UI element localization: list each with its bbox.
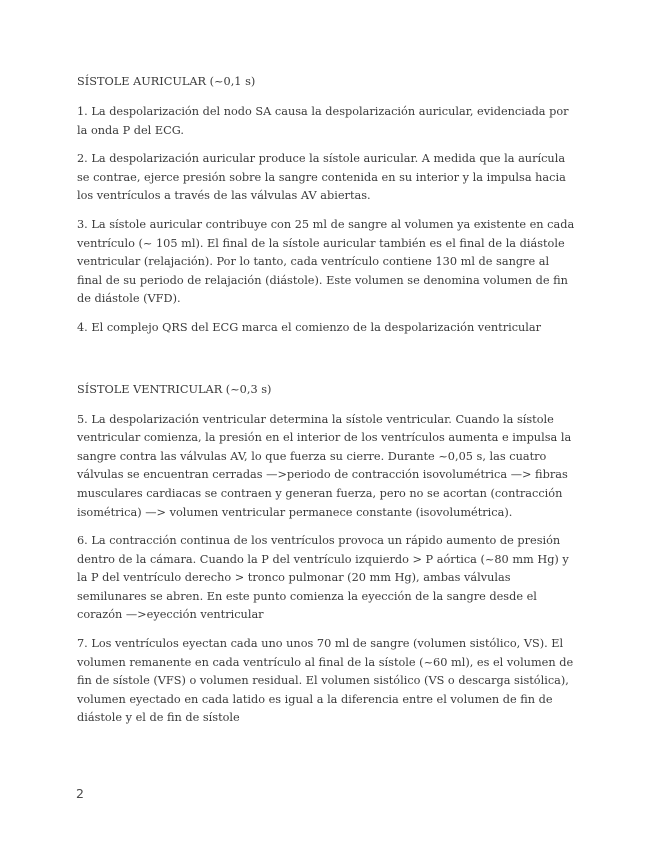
paragraph-5: 5. La despolarización ventricular determina la sístole ventricular. Cuando la sístole ventricular comienza, la presión en el interior de los ventrículos aumenta e impulsa la sangre contra las válvulas AV, lo que fuerza su cierre. Durante ~0,05 s, las cuatro válvulas se encuentran cerradas —>periodo de contracción isovolumétrica —> fibras musculares cardiacas se contraen y generan fuerza, pero no se acortan (contracción isométrica) —> volumen ventricular permanece constante (isovolumétrica).: [77, 412, 572, 519]
paragraph-6: 6. La contracción continua de los ventrículos provoca un rápido aumento de presión dentro de la cámara. Cuando la P del ventrículo izquierdo > P aórtica (~80 mm Hg) y la P del ventrículo derecho > tronco pulmonar (20 mm Hg), ambas válvulas semilunares se abren. En este punto comienza la eyección de la sangre desde el corazón —>eyección ventricular: [77, 534, 569, 622]
paragraph-3: 3. La sístole auricular contribuye con 25 ml de sangre al volumen ya existente en cada ventrículo (~ 105 ml). El final de la sístole auricular también es el final de la diástole ventricular (relajación). Por lo tanto, cada ventrículo contiene 130 ml de sangre al final de su periodo de relajación (diástole). Este volumen se denomina volumen de fin de diástole (VFD).: [77, 217, 575, 306]
section-heading: SÍSTOLE AURICULAR (~0,1 s): [77, 75, 256, 88]
page-content: [77, 73, 577, 738]
section-heading: SÍSTOLE VENTRICULAR (~0,3 s): [77, 382, 272, 396]
paragraph-4: 4. El complejo QRS del ECG marca el comienzo de la despolarización ventricular: [77, 320, 542, 334]
section-atrial-systole: [77, 73, 577, 338]
paragraph-7: 7. Los ventrículos eyectan cada uno unos 70 ml de sangre (volumen sistólico, VS). El volumen remanente en cada ventrículo al final de la sístole (~60 ml), es el volumen de fin de sístole (VFS) o volumen residual. El volumen sistólico (VS o descarga sistólica), volumen eyectado en cada latido es igual a la diferencia entre el volumen de fin de diástole y el de fin de sístole: [77, 637, 574, 725]
page-number: 2: [76, 786, 84, 801]
paragraph-2: 2. La despolarización auricular produce la sístole auricular. A medida que la aurícula se contrae, ejerce presión sobre la sangre contenida en su interior y la impulsa hacia los ventrículos a través de las válvulas AV abiertas.: [77, 152, 566, 203]
section-spacer: [77, 348, 577, 381]
paragraph-1: 1. La despolarización del nodo SA causa la despolarización auricular, evidenciada por la onda P del ECG.: [77, 105, 569, 137]
section-ventricular-systole: [77, 381, 577, 729]
